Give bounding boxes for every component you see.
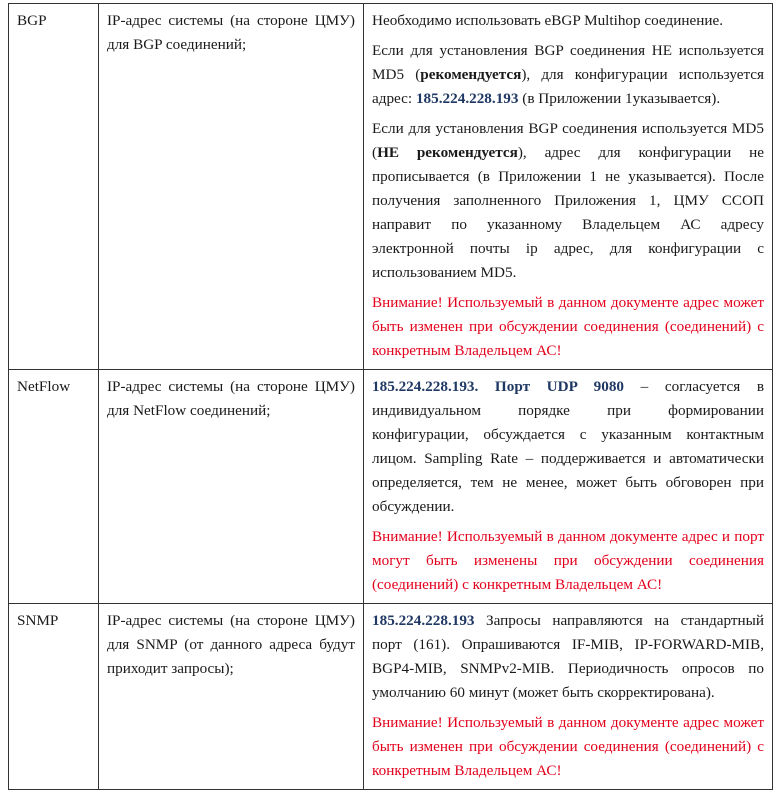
details-paragraph xyxy=(372,375,764,519)
details-text: ), для конфигурации используется адрес: xyxy=(372,66,765,107)
table-row-netflow xyxy=(9,370,773,604)
details-text: – согласуется в индивидуальном порядке при формировании конфигурации, обсуждается с указанным контактным лицом. Sampling Rate – поддерживается и автоматически определяется, тем не менее, может быть обговорен при обсуждении. xyxy=(372,378,764,515)
details-paragraph xyxy=(372,117,764,285)
cell-details xyxy=(364,4,773,370)
cell-description: IP-адрес системы (на стороне ЦМУ) для NetFlow соединений; xyxy=(99,370,364,604)
ip-address: 185.224.228.193 xyxy=(372,612,475,629)
ip-address: 185.224.228.193 xyxy=(415,90,519,107)
details-text: Если для установления BGP соединения НЕ используется MD5 ( xyxy=(372,42,764,83)
details-text: (в Приложении 1указывается). xyxy=(518,90,721,107)
cell-description: IP-адрес системы (на стороне ЦМУ) для BGP соединений; xyxy=(99,4,364,370)
table-row-snmp xyxy=(9,604,773,790)
warning-note: Внимание! Используемый в данном документе адрес может быть изменен при обсуждении соединения (соединений) с конкретным Владельцем АС! xyxy=(372,714,764,779)
cell-description: IP-адрес системы (на стороне ЦМУ) для SNMP (от данного адреса будут приходит запросы); xyxy=(99,604,364,790)
details-emphasis: НЕ рекомендуется xyxy=(377,144,518,161)
cell-protocol-name: BGP xyxy=(9,4,99,370)
details-paragraph xyxy=(372,609,764,705)
table-row-bgp xyxy=(9,4,773,370)
details-emphasis: рекомендуется xyxy=(420,66,522,83)
cell-protocol-name: SNMP xyxy=(9,604,99,790)
ip-address: 185.224.228.193. Порт UDP 9080 xyxy=(372,378,625,395)
cell-details xyxy=(364,604,773,790)
cell-details xyxy=(364,370,773,604)
details-text: ), адрес для конфигурации не прописывается (в Приложении 1 не указывается). После получения заполненного Приложения 1, ЦМУ ССОП направит по указанному Владельцем АС адресу электронной почты ip адрес, для конфигурации с использованием MD5. xyxy=(372,144,764,281)
details-paragraph: Необходимо использовать eBGP Multihop соединение. xyxy=(372,12,723,29)
connection-parameters-table xyxy=(8,3,773,790)
warning-note: Внимание! Используемый в данном документе адрес и порт могут быть изменены при обсуждении соединения (соединений) с конкретным Владельцем АС! xyxy=(372,528,764,593)
cell-protocol-name: NetFlow xyxy=(9,370,99,604)
details-text: Если для установления BGP соединения используется MD5 ( xyxy=(372,120,764,161)
details-text: Запросы направляются на стандартный порт (161). Опрашиваются IF-MIB, IP-FORWARD-MIB, BGP4-MIB, SNMPv2-MIB. Периодичность опросов по умолчанию 60 минут (может быть скорректирована). xyxy=(372,612,764,701)
warning-note: Внимание! Используемый в данном документе адрес может быть изменен при обсуждении соединения (соединений) с конкретным Владельцем АС! xyxy=(372,294,764,359)
details-paragraph xyxy=(372,39,764,111)
